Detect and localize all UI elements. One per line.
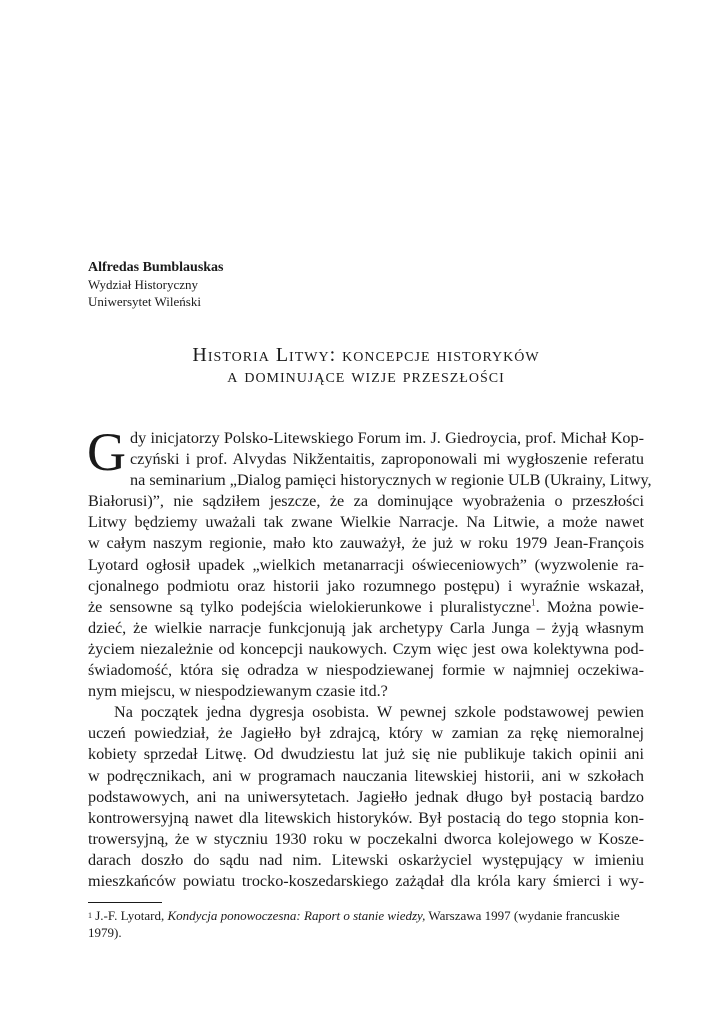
footnote xyxy=(88,907,644,941)
footnote-book-title: Kondycja ponowoczesna: Raport o stanie wiedzy, xyxy=(167,908,426,923)
text-line: Litwy będziemy uważali tak zwane Wielkie Narracje. Na Litwie, a może nawet xyxy=(88,513,644,532)
text-line: cjonalnego podmiotu oraz historii jako rozumnego postępu) i wyraźnie wskazał, xyxy=(88,576,644,595)
article-body xyxy=(87,422,652,892)
paragraph-1 xyxy=(87,422,652,702)
footnote-number: 1 xyxy=(88,911,92,920)
footnote-line-2: 1979). xyxy=(88,925,122,940)
text-line: w podręcznikach, ani w programach nauczania litewskiej historii, ani w szkołach xyxy=(88,766,644,785)
text-line: dzieć, że wielkie narracje funkcjonują jak archetypy Carla Junga – żyją własnym xyxy=(88,618,644,637)
text-line: Na początek jedna dygresja osobista. W pewnej szkole podstawowej pewien xyxy=(114,703,644,722)
footnote-divider xyxy=(88,902,162,903)
text-line: Lyotard ogłosił upadek „wielkich metanarracji oświeceniowych” (wyzwolenie ra- xyxy=(88,555,644,574)
author-name: Alfredas Bumblauskas xyxy=(88,260,224,275)
text-line-with-footnote xyxy=(88,597,644,618)
text-line: nym miejscu, w niespodziewanym czasie itd.? xyxy=(88,682,388,701)
author-block xyxy=(88,259,588,310)
footnote-author: J.-F. Lyotard, xyxy=(92,908,168,923)
author-university: Uniwersytet Wileński xyxy=(88,294,201,309)
text-line: podstawowych, ani na uniwersytetach. Jagiełło jednak długo był postacią bardzo xyxy=(88,787,644,806)
text-line: życiem niezależnie od koncepcji naukowych. Czym więc jest owa kolektywna pod- xyxy=(88,639,644,658)
article-title xyxy=(88,345,644,387)
line-text: że sensowne są tylko podejścia wielokierunkowe i pluralistyczne xyxy=(88,597,532,616)
text-line: świadomość, która się odradza w niespodziewanej formie w najmniej oczekiwa- xyxy=(88,661,644,680)
text-line: czyński i prof. Alvydas Nikžentaitis, zaproponowali mi wygłoszenie referatu xyxy=(130,450,644,469)
text-line: Białorusi)”, nie sądziłem jeszcze, że za dominujące wyobrażenia o przeszłości xyxy=(88,492,644,511)
text-line: trowersyjną, że w styczniu 1930 roku w poczekalni dworca kolejowego w Kosze- xyxy=(88,829,644,848)
text-line: kobiety sprzedał Litwę. Od dwudziestu lat już się nie publikuje takich opinii ani xyxy=(88,745,644,764)
text-line: kontrowersyjną nawet dla litewskich historyków. Był postacią do tego stopnia kon- xyxy=(88,808,644,827)
text-line: darach doszło do sądu nad nim. Litewski oskarżyciel występujący w imieniu xyxy=(88,850,644,869)
drop-cap: G xyxy=(87,422,126,482)
text-line: mieszkańców powiatu trocko-koszedarskiego zażądał dla króla kary śmierci i wy- xyxy=(88,871,644,890)
text-line: uczeń powiedział, że Jagiełło był zdrajcą, który w zamian za rękę niemoralnej xyxy=(88,724,644,743)
line-text: . Można powie- xyxy=(535,597,644,616)
text-line: dy inicjatorzy Polsko-Litewskiego Forum im. J. Giedroycia, prof. Michał Kop- xyxy=(130,429,644,447)
footnote-ref[interactable]: 1 xyxy=(531,597,536,608)
text-line: w całym naszym regionie, mało kto zauważył, że już w roku 1979 Jean-François xyxy=(88,534,644,553)
title-line-2: a dominujące wizje przeszłości xyxy=(227,365,505,387)
text-line: na seminarium „Dialog pamięci historycznych w regionie ULB (Ukrainy, Litwy, xyxy=(130,471,652,490)
footnote-line xyxy=(88,907,644,924)
title-line-1: Historia Litwy: koncepcje historyków xyxy=(192,344,540,366)
author-department: Wydział Historyczny xyxy=(88,277,199,292)
paragraph-2 xyxy=(88,702,644,892)
footnote-details: Warszawa 1997 (wydanie francuskie xyxy=(425,908,620,923)
